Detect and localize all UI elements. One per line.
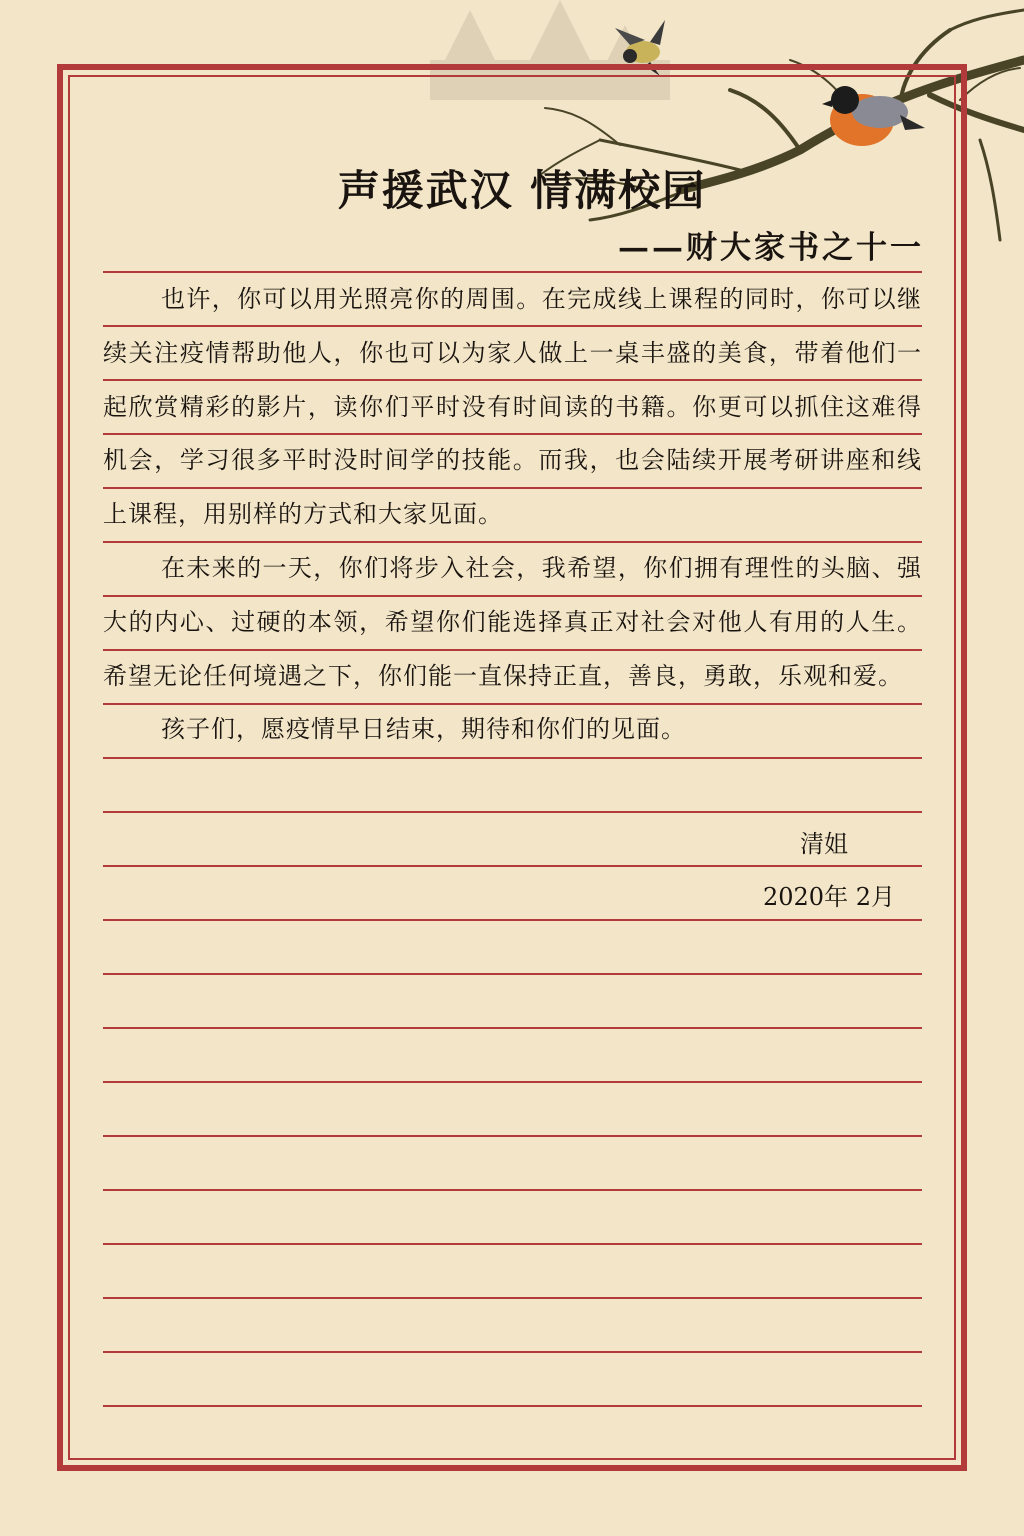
paragraph-1: 也许，你可以用光照亮你的周围。在完成线上课程的同时，你可以继续关注疫情帮助他人，你也可以为家人做上一桌丰盛的美食，带着他们一起欣赏精彩的影片，读你们平时没有时间读的书籍。你更可以抓住这难得机会，学习很多平时没时间学的技能。而我，也会陆续开展考研讲座和线上课程，用别样的方式和大家见面。 <box>103 285 922 529</box>
ruled-line <box>103 919 922 921</box>
ruled-line <box>103 1135 922 1137</box>
ruled-line <box>103 757 922 759</box>
paragraph-2: 在未来的一天，你们将步入社会，我希望，你们拥有理性的头脑、强大的内心、过硬的本领，希望你们能选择真正对社会对他人有用的人生。希望无论任何境遇之下，你们能一直保持正直，善良，勇敢，乐观和爱。 <box>103 553 922 690</box>
ruled-line <box>103 1243 922 1245</box>
ruled-line <box>103 1027 922 1029</box>
letter-title: 声援武汉 情满校园 <box>337 166 707 215</box>
ruled-line <box>103 811 922 813</box>
signature: 清姐 <box>800 830 848 858</box>
letter-subtitle: ——财大家书之十一 <box>618 230 924 266</box>
ruled-line <box>103 865 922 867</box>
letter-body <box>103 273 922 757</box>
paragraph-3: 孩子们，愿疫情早日结束，期待和你们的见面。 <box>161 715 686 744</box>
ruled-lines <box>103 0 922 1536</box>
letter-date: 2020年 2月 <box>763 883 895 911</box>
ruled-line <box>103 973 922 975</box>
ruled-line <box>103 1351 922 1353</box>
ruled-line <box>103 1405 922 1407</box>
ruled-line <box>103 1189 922 1191</box>
ruled-line <box>103 1081 922 1083</box>
ruled-line <box>103 1297 922 1299</box>
